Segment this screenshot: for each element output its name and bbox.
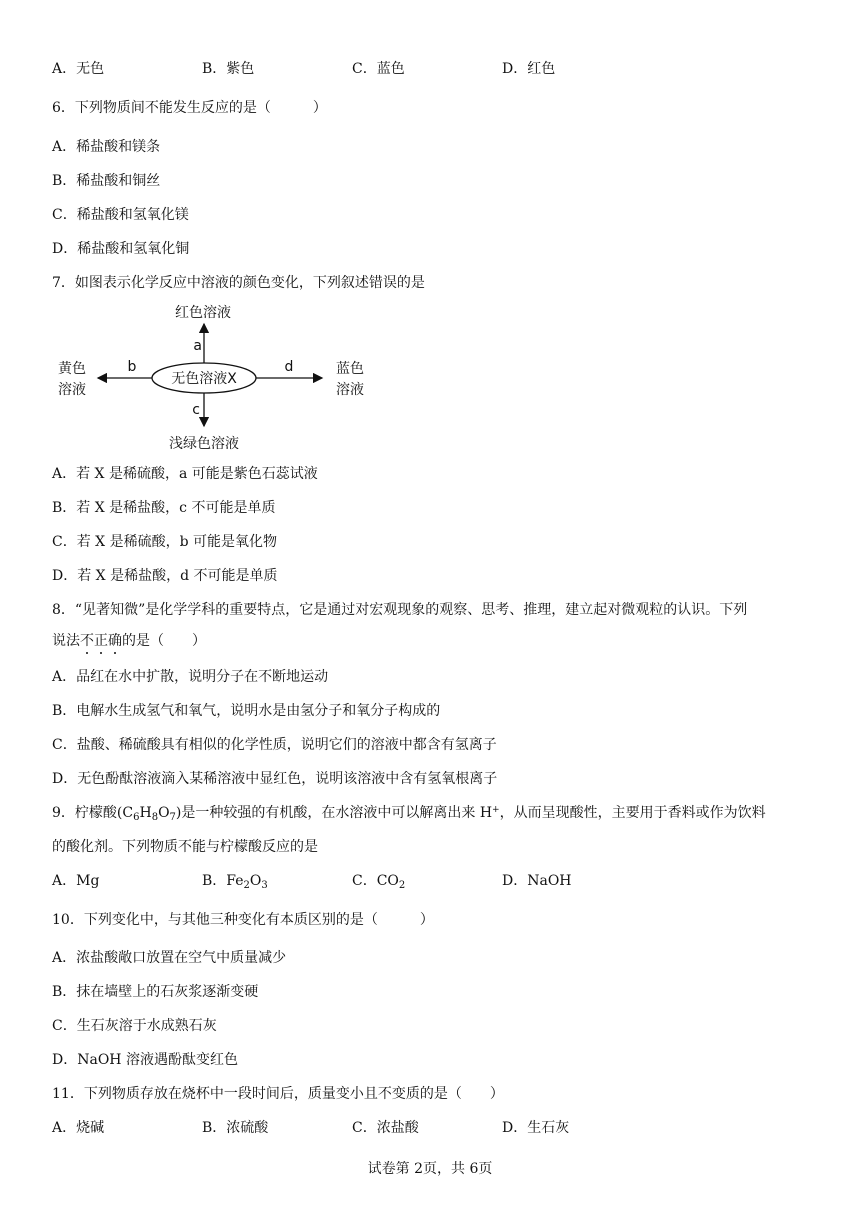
q10-option-c: C．生石灰溶于水成熟石灰 [52,1018,217,1034]
label-a: a [193,338,202,354]
page-footer: 试卷第 2页，共 6页 [367,1161,493,1177]
left-label-2: 溶液 [58,382,86,398]
q8-stem-line1: 8．“见著知微”是化学学科的重要特点，它是通过对宏观现象的观察、思考、推理，建立起对微观粒的认识。下列 [52,602,748,618]
label-d: d [284,359,294,375]
q9-option-b: B．$Fe_2O_3$ [202,873,268,891]
q7-option-c: C．若 X 是稀硫酸，b 可能是氧化物 [52,534,277,550]
q7-option-a: A．若 X 是稀硫酸，a 可能是紫色石蕊试液 [52,466,318,482]
right-label-1: 蓝色 [336,361,364,377]
emphasis-dot: 不 [80,633,94,649]
left-label-1: 黄色 [58,361,86,377]
q5-option-c: C．蓝色 [352,61,405,77]
q8-stem-line2: 说法不正确的是（ ） [52,633,206,649]
q9-stem-line2: 的酸化剂。下列物质不能与柠檬酸反应的是 [52,839,318,855]
q6-option-c: C．稀盐酸和氢氧化镁 [52,207,189,223]
center-label: 无色溶液X [171,371,237,387]
bottom-label: 浅绿色溶液 [169,436,239,452]
label-b: b [127,359,137,375]
q8-option-d: D．无色酚酞溶液滴入某稀溶液中显红色，说明该溶液中含有氢氧根离子 [52,771,498,787]
label-c: c [192,402,200,418]
q11-option-a: A．烧碱 [52,1120,105,1136]
q9-option-a: A．Mg [52,873,100,889]
q11-stem: 11．下列物质存放在烧杯中一段时间后，质量变小且不变质的是（ ） [52,1086,504,1102]
q10-option-a: A．浓盐酸敞口放置在空气中质量减少 [52,950,287,966]
q6-option-a: A．稀盐酸和镁条 [52,139,161,155]
q11-option-b: B．浓硫酸 [202,1120,269,1136]
emphasis-dot: 正 [94,633,108,649]
q9-option-c: C．$CO_2$ [352,873,406,891]
q5-option-d: D．红色 [502,61,556,77]
color-change-diagram [52,298,392,458]
q10-stem: 10．下列变化中，与其他三种变化有本质区别的是（ ） [52,912,434,928]
q11-option-d: D．生石灰 [502,1120,570,1136]
q6-option-d: D．稀盐酸和氢氧化铜 [52,241,190,257]
top-label: 红色溶液 [175,305,231,321]
right-label-2: 溶液 [336,382,364,398]
q6-option-b: B．稀盐酸和铜丝 [52,173,161,189]
emphasis-dot: 确 [108,633,122,649]
q7-option-d: D．若 X 是稀盐酸，d 不可能是单质 [52,568,278,584]
q9-stem-line1: 9．柠檬酸$(C_6H_8O_7)$是一种较强的有机酸，在水溶液中可以解离出来 H+，从而呈现酸性，主要用于香料或作为饮料 [52,805,766,823]
q8-option-a: A．品红在水中扩散，说明分子在不断地运动 [52,669,329,685]
q7-stem: 7．如图表示化学反应中溶液的颜色变化，下列叙述错误的是 [52,275,425,291]
q10-option-d: D．NaOH 溶液遇酚酞变红色 [52,1052,238,1068]
q5-option-a: A．无色 [52,61,105,77]
q5-option-b: B．紫色 [202,61,255,77]
q10-option-b: B．抹在墙壁上的石灰浆逐渐变硬 [52,984,259,1000]
q8-option-b: B．电解水生成氢气和氧气，说明水是由氢分子和氧分子构成的 [52,703,441,719]
q11-option-c: C．浓盐酸 [352,1120,419,1136]
q6-stem: 6．下列物质间不能发生反应的是（ ） [52,100,327,116]
q8-option-c: C．盐酸、稀硫酸具有相似的化学性质，说明它们的溶液中都含有氢离子 [52,737,497,753]
q9-option-d: D．NaOH [502,873,572,889]
q7-option-b: B．若 X 是稀盐酸，c 不可能是单质 [52,500,276,516]
